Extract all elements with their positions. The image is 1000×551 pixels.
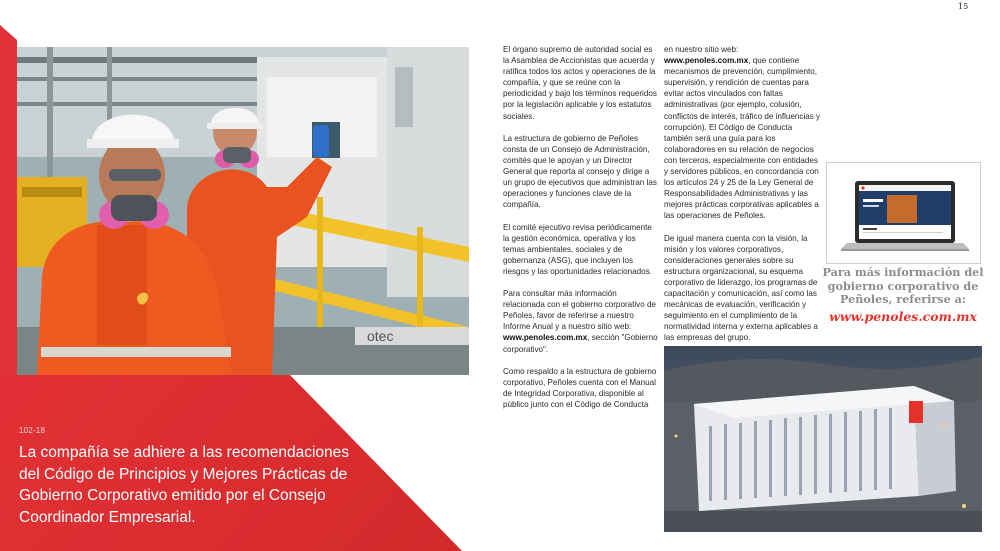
plant-aerial-photo bbox=[664, 346, 982, 532]
paragraph-code-of-conduct: en nuestro sitio web: www.penoles.com.mx, que contiene mecanismos de prevención, cumplimiento, supervisión, y rendición de cuentas para evitar actos vinculados con faltas administrativas (por ejemplo, colusión, conflictos de interés, tráfico de influencias y corrupción). El Código de Conducta también será una guía para los colaboradores en su relación de negocios con terceros, especialmente con entidades y servidores públicos, en concordancia con los artículos 24 y 25 de la Ley General de Responsabilidades Administrativas y las mejores prácticas corporativas aplicables a las operaciones de Peñoles. bbox=[664, 45, 821, 221]
headline: La compañía se adhiere a las recomendaciones del Código de Principios y Mejores Prácticas de Gobierno Corporativo emitido por el Consejo Coordinador Empresarial. bbox=[19, 444, 350, 526]
paragraph-assembly: El órgano supremo de autoridad social es la Asamblea de Accionistas que acuerda y ratifica todos los actos y operaciones de la compañía, y que se reúne con la periodicidad y bajo los términos requeridos por la legislación aplicable y los estatutos sociales. bbox=[503, 45, 657, 121]
laptop-website-image bbox=[826, 162, 981, 264]
paragraph-vision-mission: De igual manera cuenta con la visión, la misión y los valores corporativos, consideraciones generales sobre su estructura organizacional, su esquema corporativo de liderazgo, los programas de capacitación y comunicación, así como las mecánicas de evaluación, verificación y seguimiento en el cumplimiento de la normatividad interna y externa aplicables a las empresas del grupo. bbox=[664, 233, 818, 343]
callout-text: Para más información del gobierno corporativo de Peñoles, referirse a: bbox=[822, 265, 984, 307]
website-callout bbox=[822, 266, 984, 325]
website-link[interactable]: www.penoles.com.mx bbox=[503, 333, 588, 343]
paragraph-integrity-manual: Como respaldo a la estructura de gobierno corporativo, Peñoles cuenta con el Manual de Integridad Corporativa, disponible al público junto con el Código de Conducta bbox=[503, 366, 657, 409]
text-column-2 bbox=[664, 44, 822, 355]
text-column-1 bbox=[503, 44, 659, 421]
page-number: 15 bbox=[958, 2, 969, 11]
paragraph-structure: La estructura de gobierno de Peñoles consta de un Consejo de Administración, comités que le apoyan y un Director General que reporta al consejo y dirige a un grupo de ejecutivos que administran las operaciones y funciones clave de la compañía. bbox=[503, 133, 657, 210]
paragraph-executive-committee: El comité ejecutivo revisa periódicamente la gestión económica, operativa y los temas ambientales, sociales y de gobernanza (ASG), que incluyen los riesgos y las oportunidades relacionados. bbox=[503, 222, 652, 276]
workers-photo bbox=[17, 47, 469, 375]
gri-indicator-tag: 102-18 bbox=[19, 426, 46, 435]
paragraph-more-info: Para consultar más información relacionada con el gobierno corporativo de Peñoles, favor de referirse a nuestro Informe Anual y a nuestro sitio web: www.penoles.com.mx, sección "Gobierno corporativo". bbox=[503, 289, 658, 354]
svg-text:otec: otec bbox=[367, 328, 394, 344]
website-link[interactable]: www.penoles.com.mx bbox=[664, 56, 749, 66]
callout-url-link[interactable]: www.penoles.com.mx bbox=[829, 308, 977, 324]
